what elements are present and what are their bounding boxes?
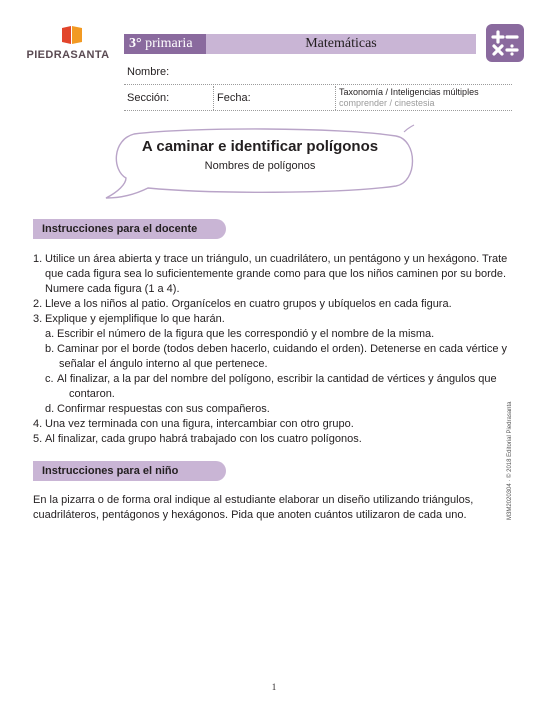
- item-line: señalar el ángulo interno al que pertenece.: [59, 358, 268, 370]
- sub-list-item: [33, 402, 513, 417]
- child-heading: Instrucciones para el niño: [33, 461, 226, 481]
- paragraph-line: cuadriláteros, pentágonos y hexágonos. Pida que anoten cuántos utilizaron de cada uno.: [33, 509, 467, 521]
- item-number: 2.: [33, 298, 43, 310]
- teacher-heading: Instrucciones para el docente: [33, 219, 226, 239]
- teacher-instructions: [33, 252, 513, 447]
- item-letter: a.: [45, 328, 55, 340]
- child-instructions: [33, 493, 513, 523]
- item-number: 4.: [33, 418, 43, 430]
- sub-list-item: [33, 342, 513, 372]
- item-line: Confirmar respuestas con sus compañeros.: [57, 403, 270, 415]
- copyright-code: M3M2020304 · © 2018 Editorial Piedrasanta: [507, 401, 513, 520]
- page-subtitle: Nombres de polígonos: [204, 160, 316, 172]
- grade-number: 3°: [129, 36, 142, 51]
- list-item: [33, 312, 513, 327]
- item-line: Explique y ejemplifique lo que harán.: [45, 313, 225, 325]
- item-number: 3.: [33, 313, 43, 325]
- paragraph-line: En la pizarra o de forma oral indique al estudiante elaborar un diseño utilizando triángulos,: [33, 494, 474, 506]
- sub-list-item: [33, 327, 513, 342]
- list-item: [33, 297, 513, 312]
- divider: [213, 86, 214, 110]
- name-rule: [124, 84, 512, 85]
- item-letter: b.: [45, 343, 55, 355]
- item-line: Una vez terminada con una figura, intercambiar con otro grupo.: [45, 418, 354, 430]
- item-line: que cada figura sea lo suficientemente grande como para que los niños caminen por su borde.: [45, 268, 507, 280]
- taxonomy-label: Taxonomía / Inteligencias múltiples: [339, 87, 479, 97]
- math-operators-icon: [486, 24, 524, 62]
- piedrasanta-logo-icon: [60, 24, 84, 46]
- item-line: Escribir el número de la figura que les correspondió y el nombre de la misma.: [57, 328, 435, 340]
- item-line: Caminar por el borde (todos deben hacerlo, cuidando el orden). Detenerse en cada vértice y: [57, 343, 508, 355]
- publisher-logo: [18, 24, 118, 68]
- section-rule: [124, 110, 512, 111]
- taxonomy-value: comprender / cinestesia: [339, 98, 435, 108]
- item-number: 5.: [33, 433, 43, 445]
- item-letter: d.: [45, 403, 55, 415]
- item-line: Al finalizar, a la par del nombre del polígono, escribir la cantidad de vértices y ángulos que: [57, 373, 497, 385]
- item-letter: c.: [45, 373, 54, 385]
- subject-title: Matemáticas: [206, 34, 476, 54]
- section-label: Sección:: [127, 92, 170, 104]
- brand-name: PIEDRASANTA: [26, 49, 110, 61]
- list-item: [33, 417, 513, 432]
- item-line: Al finalizar, cada grupo habrá trabajado con los cuatro polígonos.: [45, 433, 362, 445]
- list-item: [33, 252, 513, 297]
- list-item: [33, 432, 513, 447]
- grade-word: primaria: [145, 36, 193, 51]
- divider: [335, 86, 336, 110]
- page-title: A caminar e identificar polígonos: [141, 138, 379, 155]
- math-badge: [486, 24, 524, 62]
- grade-label: [124, 34, 206, 54]
- item-line: Lleve a los niños al patio. Organícelos en cuatro grupos y ubíquelos en cada figura.: [45, 298, 452, 310]
- item-line: contaron.: [69, 388, 115, 400]
- sub-list-item: [33, 372, 513, 402]
- name-label: Nombre:: [127, 66, 170, 78]
- item-line: Utilice un área abierta y trace un triángulo, un cuadrilátero, un pentágono y un hexágono. Trate: [45, 253, 508, 265]
- item-line: Numere cada figura (1 a 4).: [45, 283, 180, 295]
- item-number: 1.: [33, 253, 43, 265]
- date-label: Fecha:: [217, 92, 251, 104]
- page-number: 1: [271, 682, 277, 692]
